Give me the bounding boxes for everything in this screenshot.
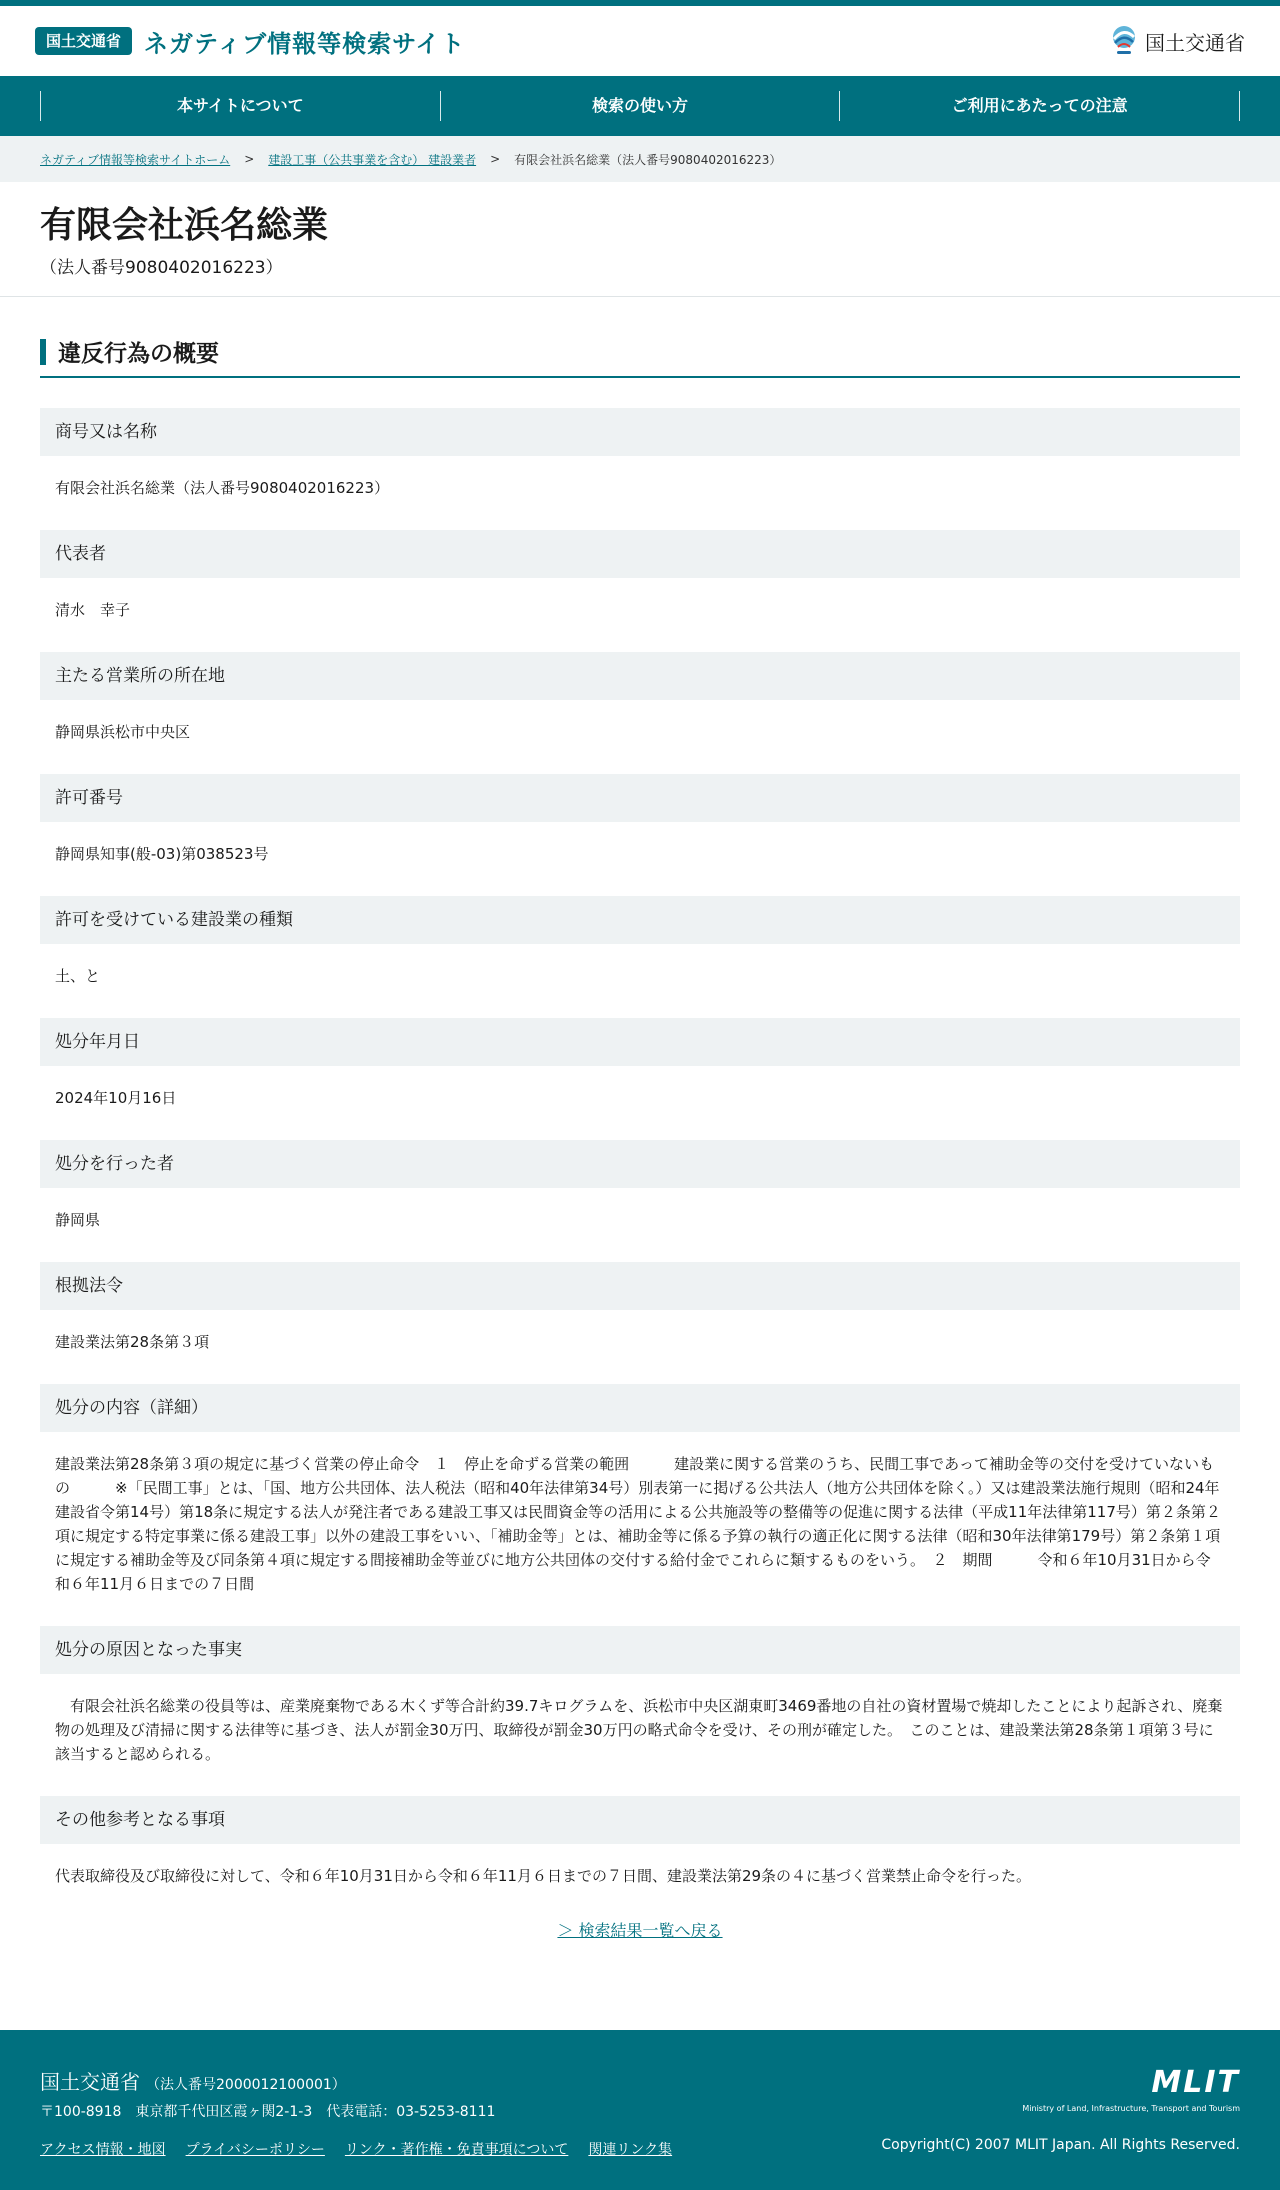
global-nav (0, 76, 1280, 136)
field-value: 有限会社浜名総業（法人番号9080402016223） (55, 479, 390, 498)
field-label: 処分の原因となった事実 (40, 1626, 1240, 1674)
footer-corp-number: （法人番号2000012100001） (146, 2077, 346, 2093)
field-label: 根拠法令 (40, 1262, 1240, 1310)
nav-item-notes[interactable]: ご利用にあたっての注意 (839, 91, 1240, 121)
nav-item-about[interactable]: 本サイトについて (40, 91, 440, 121)
mlit-emblem-icon (1109, 23, 1139, 59)
back-link-container (40, 1918, 1240, 1941)
field-trade-name (40, 408, 1240, 500)
mlit-logo[interactable]: MLIT (1151, 2065, 1240, 2100)
section-title: 違反行為の概要 (58, 341, 219, 368)
field-label: 商号又は名称 (40, 408, 1240, 456)
field-value: 2024年10月16日 (55, 1089, 177, 1108)
footer-link-privacy[interactable]: プライバシーポリシー (185, 2142, 325, 2158)
field-label: 許可番号 (40, 774, 1240, 822)
section-heading (40, 335, 1240, 378)
field-other-references (40, 1796, 1240, 1888)
field-label: 処分年月日 (40, 1018, 1240, 1066)
field-value: 清水 幸子 (55, 601, 131, 620)
breadcrumb-current: 有限会社浜名総業（法人番号9080402016223） (514, 152, 782, 167)
ministry-badge: 国土交通省 (35, 27, 132, 56)
footer-link-access[interactable]: アクセス情報・地図 (40, 2142, 166, 2158)
field-value: 代表取締役及び取締役に対して、令和６年10月31日から令和６年11月６日までの７日間、建設業法第29条の４に基づく営業禁止命令を行った。 (55, 1867, 1032, 1886)
site-title[interactable]: ネガティブ情報等検索サイト (144, 29, 466, 58)
back-to-results-link[interactable]: ＞ 検索結果一覧へ戻る (557, 1921, 723, 1941)
field-license-types (40, 896, 1240, 988)
field-label: その他参考となる事項 (40, 1796, 1240, 1844)
mlit-tagline: Ministry of Land, Infrastructure, Transport and Tourism (1022, 2104, 1240, 2113)
copyright-text: Copyright(C) 2007 MLIT Japan. All Rights Reserved. (881, 2137, 1240, 2153)
ministry-logo[interactable] (1109, 23, 1245, 59)
site-footer (0, 2030, 1280, 2190)
field-label: 許可を受けている建設業の種類 (40, 896, 1240, 944)
company-header (0, 182, 1280, 297)
heading-accent-bar (40, 339, 46, 365)
field-value: 土、と (55, 967, 101, 986)
field-disposition-date (40, 1018, 1240, 1110)
field-value: 静岡県 (55, 1211, 101, 1230)
field-representative (40, 530, 1240, 622)
field-label: 処分の内容（詳細） (40, 1384, 1240, 1432)
site-header (0, 6, 1280, 76)
field-disposing-authority (40, 1140, 1240, 1232)
field-license-number (40, 774, 1240, 866)
breadcrumb-separator: > (490, 152, 501, 166)
field-label: 代表者 (40, 530, 1240, 578)
field-main-office (40, 652, 1240, 744)
footer-brand (881, 2065, 1240, 2153)
breadcrumb-separator: > (244, 152, 255, 166)
field-cause-facts (40, 1626, 1240, 1766)
field-disposition-details (40, 1384, 1240, 1596)
site-brand[interactable] (35, 24, 465, 59)
corporate-number: （法人番号9080402016223） (40, 258, 283, 279)
field-value: 静岡県知事(般-03)第038523号 (55, 845, 269, 864)
field-value: 建設業法第28条第３項の規定に基づく営業の停止命令 １ 停止を命ずる営業の範囲 建設業に関する営業のうち、民間工事であって補助金等の交付を受けていないもの ※「民間工事」とは、「国、地方公共団体、法人税法（昭和40年法律第34号）別表第一に掲げる公共法人（地方公共団体を除く。）又は建設業法施行規則（昭和24年建設省令第14号）第18条に規定する法人が発注者である建設工事又は民間資金等の活用による公共施設等の整備等の促進に関する法律（平成11年法律第117号）第２条第２項に規定する特定事業に係る建設工事」以外の建設工事をいい、「補助金等」とは、補助金等に係る予算の執行の適正化に関する法律（昭和30年法律第179号）第２条第１項に規定する補助金等及び同条第４項に規定する間接補助金等並びに地方公共団体の交付する給付金でこれらに類するものをいう。 ２ 期間 令和６年10月31日から令和６年11月６日までの７日間 (55, 1455, 1221, 1594)
field-value: 有限会社浜名総業の役員等は、産業廃棄物である木くず等合計約39.7キログラムを、浜松市中央区湖東町3469番地の自社の資材置場で焼却したことにより起訴され、廃棄物の処理及び清掃に関する法律等に基づき、法人が罰金30万円、取締役が罰金30万円の略式命令を受け、その刑が確定した。 このことは、建設業法第28条第１項第３号に該当すると認められる。 (55, 1697, 1223, 1764)
breadcrumb-home-link[interactable]: ネガティブ情報等検索サイトホーム (40, 152, 231, 167)
field-value: 建設業法第28条第３項 (55, 1333, 210, 1352)
breadcrumb-category-link[interactable]: 建設工事（公共事業を含む） 建設業者 (268, 152, 477, 167)
breadcrumb (0, 136, 1280, 182)
nav-item-how-to-search[interactable]: 検索の使い方 (440, 91, 840, 121)
footer-link-copyright[interactable]: リンク・著作権・免責事項について (344, 2142, 569, 2158)
footer-org-name: 国土交通省 (40, 2070, 140, 2094)
footer-link-related[interactable]: 関連リンク集 (588, 2142, 673, 2158)
field-legal-basis (40, 1262, 1240, 1354)
ministry-logo-text: 国土交通省 (1145, 30, 1245, 55)
main-content (0, 297, 1280, 1941)
field-label: 主たる営業所の所在地 (40, 652, 1240, 700)
field-label: 処分を行った者 (40, 1140, 1240, 1188)
footer-address: 〒100-8918 東京都千代田区霞ヶ関2-1-3 代表電話：03-5253-8111 (40, 2104, 496, 2120)
page-title: 有限会社浜名総業 (40, 205, 329, 246)
field-value: 静岡県浜松市中央区 (55, 723, 191, 742)
